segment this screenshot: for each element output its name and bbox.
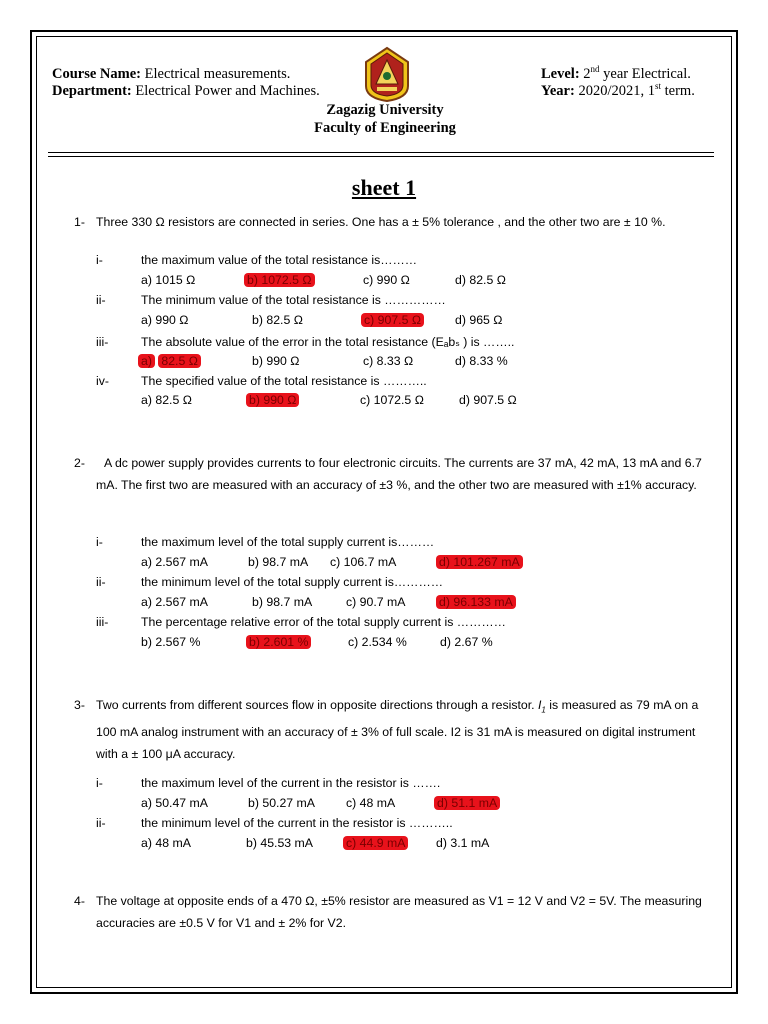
- q1-ii-option-b: b) 82.5 Ω: [252, 313, 303, 327]
- q3-text-pre: Two currents from different sources flow in opposite directions through a resistor.: [96, 698, 535, 712]
- q3-ii-option-b: b) 45.53 mA: [246, 836, 313, 850]
- q1-text: Three 330 Ω resistors are connected in series. One has a ± 5% tolerance , and the other two are ± 10 %.: [96, 215, 666, 229]
- q1-iv-text: The specified value of the total resistance is ………..: [141, 374, 427, 388]
- q3-ii-option-a: a) 48 mA: [141, 836, 191, 850]
- year-label: Year:: [541, 83, 575, 99]
- q2-i-option-c: c) 106.7 mA: [330, 555, 397, 569]
- q3-i-option-d-answer: d) 51.1 mA: [434, 796, 500, 810]
- q1-i-option-d: d) 82.5 Ω: [455, 273, 506, 287]
- q2-ii-option-a: a) 2.567 mA: [141, 595, 208, 609]
- level-value: 2: [583, 66, 591, 82]
- q1-ii-option-a: a) 990 Ω: [141, 313, 189, 327]
- q2-ii-number: ii-: [96, 575, 106, 589]
- q3-i-text: the maximum level of the current in the resistor is …….: [141, 776, 441, 790]
- q3-i-option-c: c) 48 mA: [346, 796, 396, 810]
- sheet-title: sheet 1: [351, 175, 417, 200]
- q1-ii-number: ii-: [96, 293, 106, 307]
- course-name-line: [52, 65, 290, 83]
- q1-iv-option-a: a) 82.5 Ω: [141, 393, 192, 407]
- q3-i-option-a: a) 50.47 mA: [141, 796, 208, 810]
- q3-ii-option-d: d) 3.1 mA: [436, 836, 490, 850]
- year-sup: st: [654, 81, 661, 92]
- q2-number: 2-: [74, 456, 85, 470]
- q1-i-text: the maximum value of the total resistance is………: [141, 253, 418, 267]
- q3-number: 3-: [74, 698, 85, 712]
- q1-iii-number: iii-: [96, 335, 109, 349]
- q1-ii-text: The minimum value of the total resistance is ……………: [141, 293, 446, 307]
- year-line: [541, 82, 695, 100]
- q4-number: 4-: [74, 894, 85, 908]
- header-rule-top: [48, 152, 714, 153]
- q2-ii-option-c: c) 90.7 mA: [346, 595, 406, 609]
- q1-iii-option-d: d) 8.33 %: [455, 354, 508, 368]
- q2-iii-text: The percentage relative error of the total supply current is …………: [141, 615, 506, 629]
- header-rule-bottom: [48, 156, 714, 157]
- q2-iii-option-d: d) 2.67 %: [440, 635, 493, 649]
- q3-text: [96, 694, 716, 765]
- q1-ii-option-d: d) 965 Ω: [455, 313, 503, 327]
- university-seal-logo: [364, 46, 410, 102]
- course-label: Course Name:: [52, 66, 141, 82]
- q4-text: The voltage at opposite ends of a 470 Ω, ±5% resistor are measured as V1 = 12 V and V2 = 5V. The measuring accuracies are ±0.5 V for V1 and ± 2% for V2.: [96, 894, 702, 930]
- year-value: 2020/2021, 1: [578, 83, 655, 99]
- q2-iii-option-a: b) 2.567 %: [141, 635, 201, 649]
- q1-iii-text: The absolute value of the error in the total resistance (Eₐbₛ ) is ……..: [141, 335, 515, 349]
- q2-i-option-b: b) 98.7 mA: [248, 555, 309, 569]
- year-value-post: term.: [664, 83, 695, 99]
- q1-ii-option-c-answer: c) 907.5 Ω: [361, 313, 424, 327]
- university-name: Zagazig University: [326, 102, 444, 118]
- department-line: [52, 82, 320, 100]
- q1-number: 1-: [74, 215, 85, 229]
- level-value-post: year Electrical.: [603, 66, 691, 82]
- q2-i-option-a: a) 2.567 mA: [141, 555, 208, 569]
- course-value: Electrical measurements.: [144, 66, 291, 82]
- q2-iii-option-b-answer: b) 2.601 %: [246, 635, 311, 649]
- q3-ii-text: the minimum level of the current in the resistor is ………..: [141, 816, 453, 830]
- q3-i1-subscript: 1: [541, 705, 546, 715]
- level-sup: nd: [590, 64, 600, 75]
- q3-i-number: i-: [96, 776, 103, 790]
- q3-ii-number: ii-: [96, 816, 106, 830]
- q2-text: A dc power supply provides currents to four electronic circuits. The currents are 37 mA, 42 mA, 13 mA and 6.7 mA. The first two are measured with an accuracy of ±3 %, and the other two are measured with ±1% accuracy.: [96, 456, 702, 492]
- q3-text-post: is measured as 79 mA on a 100 mA analog instrument with an accuracy of ± 3% of full scale. I2 is 31 mA is measured on digital instrument with a ± 100 μA accuracy.: [96, 698, 699, 762]
- q1-i-number: i-: [96, 253, 103, 267]
- q1-i-option-c: c) 990 Ω: [363, 273, 410, 287]
- q1-iii-option-a-letter: a): [138, 354, 155, 368]
- q3-i1-symbol: I: [538, 698, 542, 712]
- q2-ii-option-d-answer: d) 96.133 mA: [436, 595, 516, 609]
- q1-i-option-b-answer: b) 1072.5 Ω: [244, 273, 315, 287]
- q2-iii-number: iii-: [96, 615, 109, 629]
- q1-i-option-a: a) 1015 Ω: [141, 273, 196, 287]
- level-label: Level:: [541, 66, 580, 82]
- q2-ii-option-b: b) 98.7 mA: [252, 595, 313, 609]
- q1-iii-option-c: c) 8.33 Ω: [363, 354, 414, 368]
- q2-i-text: the maximum level of the total supply current is………: [141, 535, 435, 549]
- q1-iv-option-b-answer: b) 990 Ω: [246, 393, 299, 407]
- q1-iv-option-c: c) 1072.5 Ω: [360, 393, 424, 407]
- q1-iv-number: iv-: [96, 374, 109, 388]
- q2-i-number: i-: [96, 535, 103, 549]
- q1-iii-option-b: b) 990 Ω: [252, 354, 300, 368]
- q3-i-option-b: b) 50.27 mA: [248, 796, 315, 810]
- q2-i-option-d-answer: d) 101.267 mA: [436, 555, 523, 569]
- level-line: [541, 65, 691, 83]
- department-value: Electrical Power and Machines.: [135, 83, 320, 99]
- q3-ii-option-c-answer: c) 44.9 mA: [343, 836, 408, 850]
- q2-ii-text: the minimum level of the total supply current is…………: [141, 575, 444, 589]
- department-label: Department:: [52, 83, 132, 99]
- q1-iii-option-a-answer: 82.5 Ω: [158, 354, 201, 368]
- q2-iii-option-c: c) 2.534 %: [348, 635, 407, 649]
- q1-iv-option-d: d) 907.5 Ω: [459, 393, 517, 407]
- faculty-name: Faculty of Engineering: [314, 120, 456, 136]
